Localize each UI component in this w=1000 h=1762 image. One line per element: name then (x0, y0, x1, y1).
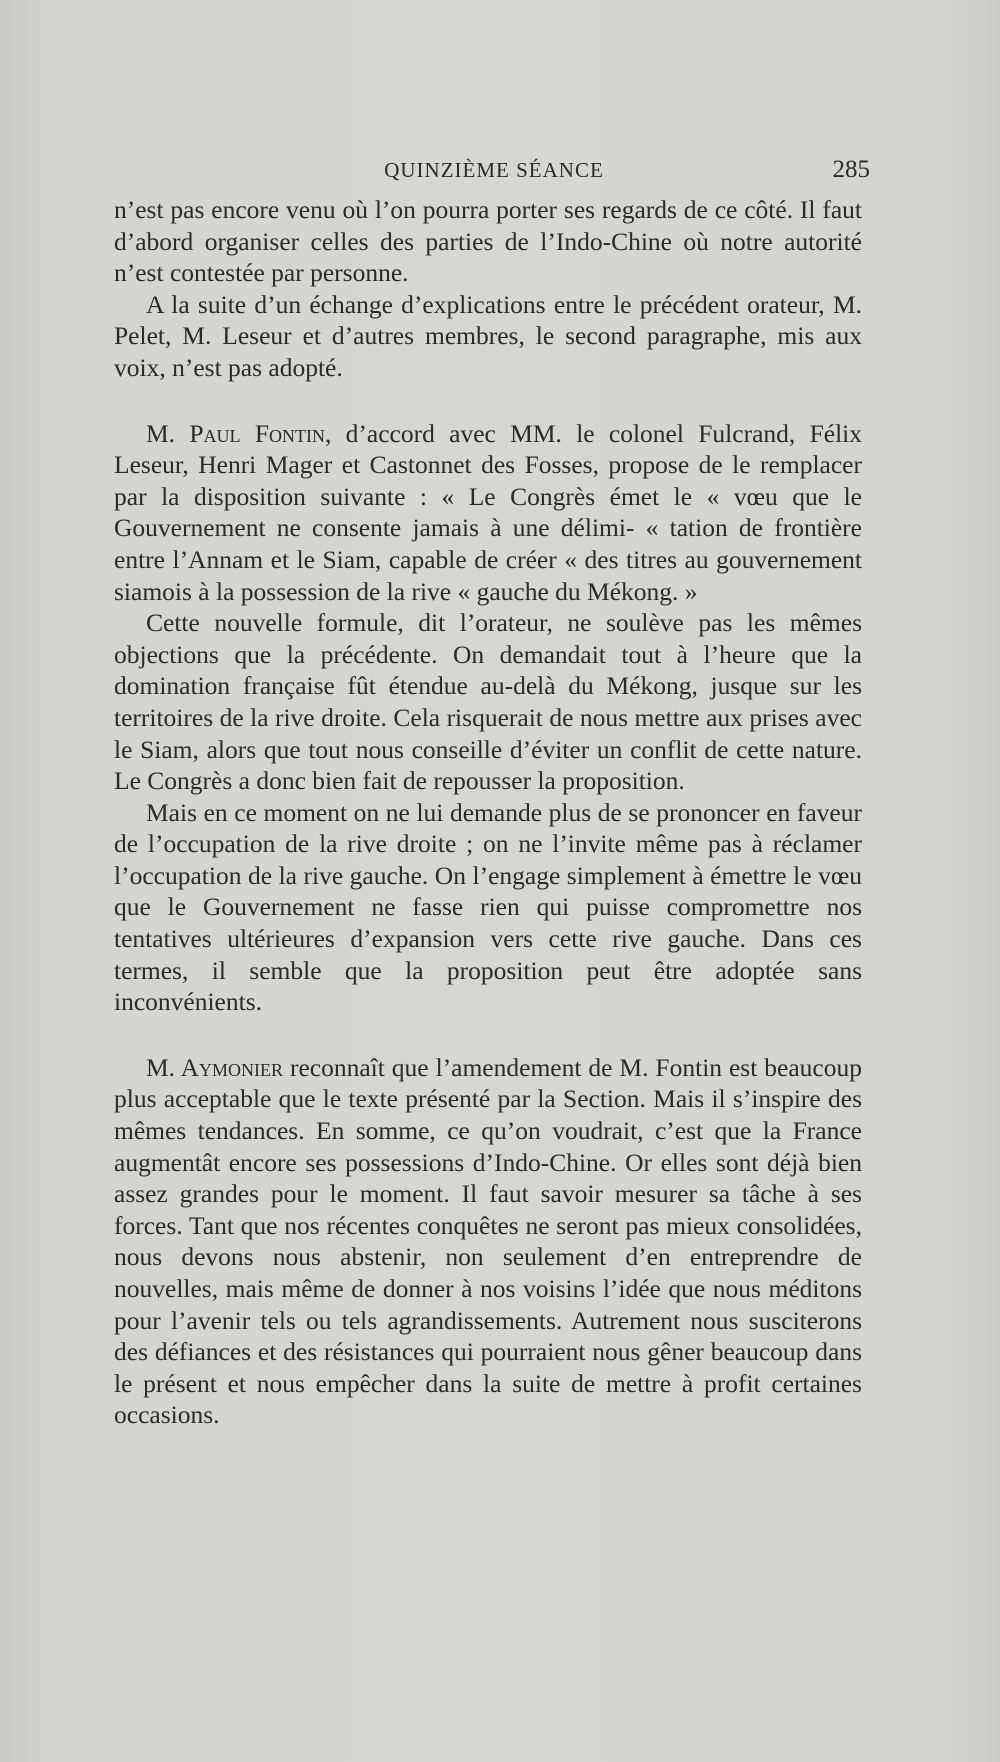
paragraph-5 (114, 797, 862, 1018)
paragraph-1 (114, 194, 862, 289)
paragraph-text: Mais en ce moment on ne lui demande plus de se prononcer en faveur de l’occupation de la rive droite ; on ne l’invite même pas à réclamer l’occupation de la rive gauche. On l’engage simplement à émettre le vœu que le Gouvernement ne fasse rien qui puisse compromettre nos tentatives ultérieures d’expansion vers cette rive gauche. Dans ces termes, il semble que la proposition peut être adoptée sans inconvénients. (114, 797, 862, 1017)
paragraph-text: n’est pas encore venu où l’on pourra porter ses regards de ce côté. Il faut d’abord organiser celles des parties de l’Indo-Chine où notre autorité n’est contestée par personne. (114, 195, 862, 288)
paragraph-4 (114, 607, 862, 797)
speaker-name: M. Aymonier (146, 1052, 284, 1082)
body-text (114, 194, 862, 1431)
running-head (118, 158, 870, 192)
paragraph-text: Cette nouvelle formule, dit l’orateur, ne soulève pas les mêmes objections que la précédente. On demandait tout à l’heure que la domination française fût étendue au-delà du Mékong, jusque sur les territoires de la rive droite. Cela risquerait de nous mettre aux prises avec le Siam, alors que tout nous conseille d’éviter un conflit de cette nature. Le Congrès a donc bien fait de repousser la proposition. (114, 608, 862, 796)
running-title: QUINZIÈME SÉANCE (384, 158, 604, 182)
paragraph-6 (114, 1052, 862, 1431)
speaker-name: M. Paul Fontin (146, 418, 325, 448)
page-number: 285 (832, 156, 870, 183)
paragraph-3 (114, 418, 862, 608)
paragraph-text: , d’accord avec MM. le colonel Fulcrand, Félix Leseur, Henri Mager et Castonnet des Fosses, propose de le remplacer par la disposition suivante : « Le Congrès émet le « vœu que le Gouvernement ne consente jamais à une délimi- « tation de frontière entre l’Annam et le Siam, capable de créer « des titres au gouvernement siamois à la possession de la rive « gauche du Mékong. » (114, 418, 862, 606)
paragraph-text: reconnaît que l’amendement de M. Fontin est beaucoup plus acceptable que le texte présenté par la Section. Mais il s’inspire des mêmes tendances. En somme, ce qu’on voudrait, c’est que la France augmentât encore ses possessions d’Indo-Chine. Or elles sont déjà bien assez grandes pour le moment. Il faut savoir mesurer sa tâche à ses forces. Tant que nos récentes conquêtes ne seront pas mieux consolidées, nous devons nous abstenir, non seulement d’en entreprendre de nouvelles, mais même de donner à nos voisins l’idée que nous méditons pour l’avenir tels ou tels agrandissements. Autrement nous susciterons des défiances et des résistances qui pourraient nous gêner beaucoup dans le présent et nous empêcher dans la suite de mettre à profit certaines occasions. (114, 1052, 862, 1430)
paragraph-text: A la suite d’un échange d’explications entre le précédent orateur, M. Pelet, M. Leseur et d’autres membres, le second paragraphe, mis aux voix, n’est pas adopté. (114, 289, 862, 382)
paragraph-2 (114, 289, 862, 384)
